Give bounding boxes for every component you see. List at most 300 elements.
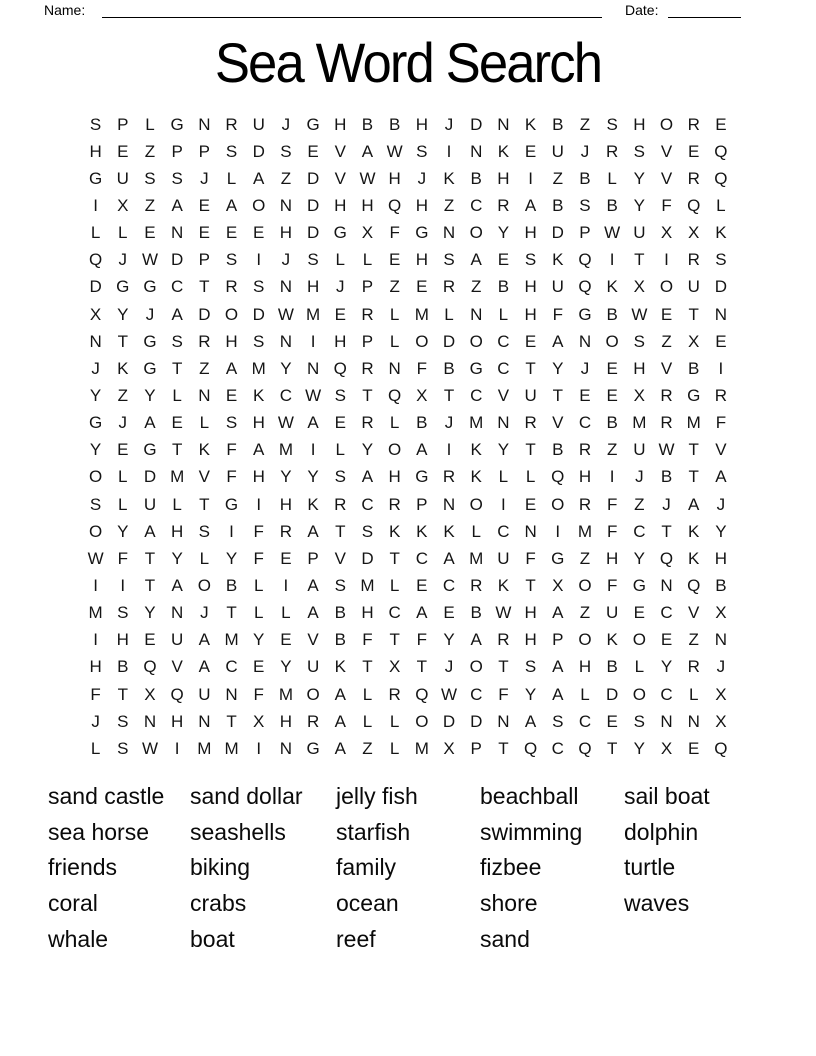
grid-letter: R (497, 195, 510, 215)
grid-letter: B (606, 304, 618, 324)
grid-letter: G (551, 548, 565, 568)
grid-letter: T (525, 575, 536, 595)
grid-letter: H (388, 467, 401, 487)
grid-letter: N (714, 304, 728, 324)
grid-row (82, 301, 735, 328)
grid-letter: N (225, 684, 238, 704)
grid-letter: C (551, 738, 564, 758)
grid-letter: F (253, 521, 264, 541)
grid-letter: F (715, 413, 727, 433)
grid-letter: C (633, 521, 646, 541)
word-list-column (624, 779, 768, 958)
grid-letter: K (688, 521, 700, 541)
grid-letter: E (497, 250, 510, 270)
grid-letter: H (578, 657, 592, 677)
grid-letter: X (715, 684, 727, 704)
grid-letter: U (252, 114, 265, 134)
grid-letter: Z (117, 385, 128, 405)
grid-letter: S (606, 114, 618, 134)
grid-letter: B (715, 575, 727, 595)
grid-letter: R (470, 575, 483, 595)
grid-letter: Q (388, 385, 402, 405)
grid-letter: V (660, 358, 673, 378)
grid-letter: I (718, 358, 724, 378)
grid-letter: J (444, 114, 454, 134)
grid-letter: B (552, 114, 564, 134)
grid-letter: A (225, 358, 238, 378)
grid-letter: N (171, 223, 184, 243)
grid-letter: W (495, 603, 512, 623)
grid-letter: U (171, 630, 184, 650)
grid-letter: H (279, 223, 293, 243)
grid-letter: W (87, 548, 104, 568)
grid-letter: P (361, 331, 374, 351)
grid-letter: A (361, 467, 374, 487)
grid-letter: A (552, 684, 564, 704)
grid-letter: Q (143, 657, 157, 677)
grid-letter: J (281, 250, 291, 270)
grid-letter: T (144, 548, 156, 568)
grid-letter: E (334, 413, 346, 433)
grid-letter: H (633, 358, 646, 378)
grid-letter: X (633, 277, 646, 297)
grid-letter: Y (633, 195, 646, 215)
grid-letter: H (497, 168, 510, 188)
grid-letter: P (198, 250, 211, 270)
grid-letter: Z (661, 331, 672, 351)
grid-letter: U (306, 657, 320, 677)
grid-letter: D (442, 331, 456, 351)
grid-letter: B (416, 413, 428, 433)
grid-letter: B (579, 168, 591, 188)
grid-letter: Y (280, 358, 292, 378)
grid-letter: Z (688, 630, 699, 650)
grid-letter: O (469, 494, 483, 514)
grid-letter: J (145, 304, 155, 324)
word-list-item: waves (624, 890, 690, 917)
grid-letter: J (200, 603, 209, 623)
grid-letter: H (361, 195, 374, 215)
grid-letter: N (279, 738, 293, 758)
grid-letter: H (334, 331, 347, 351)
word-list-item: swimming (480, 818, 583, 845)
grid-letter: L (226, 168, 237, 188)
grid-letter: L (389, 304, 400, 324)
grid-letter: X (715, 711, 727, 731)
grid-letter: Z (606, 440, 618, 460)
grid-letter: S (253, 277, 265, 297)
grid-row (82, 681, 735, 708)
grid-letter: F (416, 630, 428, 650)
grid-letter: I (501, 494, 506, 514)
grid-letter: Q (687, 195, 701, 215)
grid-letter: Y (633, 168, 646, 188)
grid-letter: C (225, 657, 238, 677)
grid-letter: T (226, 711, 237, 731)
grid-letter: T (661, 521, 672, 541)
grid-letter: F (552, 304, 563, 324)
grid-letter: D (306, 195, 320, 215)
grid-letter: S (89, 494, 102, 514)
grid-letter: A (171, 304, 183, 324)
grid-letter: C (388, 603, 401, 623)
grid-letter: W (277, 304, 294, 324)
grid-letter: X (688, 331, 700, 351)
word-list-item: beachball (480, 783, 579, 809)
grid-letter: L (634, 657, 645, 677)
grid-letter: A (552, 331, 564, 351)
grid-letter: H (415, 250, 428, 270)
grid-letter: T (525, 440, 536, 460)
grid-letter: M (469, 548, 484, 568)
grid-letter: L (362, 684, 373, 704)
name-label: Name: (44, 2, 86, 18)
grid-letter: M (278, 684, 293, 704)
grid-letter: L (525, 467, 536, 487)
grid-letter: S (416, 141, 428, 161)
grid-letter: L (362, 250, 373, 270)
grid-letter: A (198, 657, 211, 677)
grid-letter: A (416, 603, 428, 623)
grid-letter: K (497, 141, 510, 161)
grid-letter: S (334, 385, 346, 405)
grid-letter: R (334, 494, 347, 514)
grid-letter: O (306, 684, 320, 704)
grid-letter: S (117, 738, 129, 758)
grid-letter: U (687, 277, 700, 297)
grid-letter: T (117, 331, 128, 351)
word-list-column (190, 779, 336, 958)
grid-letter: D (551, 223, 564, 243)
grid-letter: G (143, 358, 157, 378)
grid-letter: O (578, 630, 592, 650)
grid-letter: S (171, 331, 183, 351)
grid-letter: K (497, 575, 510, 595)
grid-letter: V (307, 630, 319, 650)
grid-letter: T (606, 738, 618, 758)
grid-letter: Q (523, 738, 538, 758)
grid-letter: A (715, 467, 727, 487)
grid-letter: H (524, 304, 537, 324)
grid-letter: R (687, 114, 700, 134)
grid-letter: X (253, 711, 265, 731)
grid-letter: Z (471, 277, 482, 297)
grid-letter: D (252, 304, 265, 324)
grid-letter: S (307, 250, 319, 270)
grid-row (82, 491, 735, 518)
grid-letter: Y (144, 603, 156, 623)
grid-letter: E (524, 141, 537, 161)
grid-letter: M (278, 440, 293, 460)
word-list-item: whale (48, 925, 109, 952)
grid-letter: A (307, 521, 319, 541)
grid-letter: V (552, 413, 564, 433)
grid-letter: D (252, 141, 265, 161)
grid-letter: G (143, 331, 157, 351)
grid-letter: T (688, 467, 699, 487)
grid-letter: E (334, 304, 346, 324)
grid-letter: N (388, 358, 401, 378)
grid-letter: R (714, 385, 728, 405)
grid-letter: I (609, 250, 615, 270)
grid-letter: N (198, 114, 211, 134)
grid-letter: O (252, 195, 266, 215)
grid-letter: B (334, 603, 346, 623)
word-list-item: family (336, 854, 397, 881)
grid-letter: X (715, 603, 727, 623)
grid-letter: G (306, 738, 320, 758)
grid-letter: N (578, 331, 592, 351)
grid-letter: P (307, 548, 319, 568)
grid-letter: V (334, 548, 346, 568)
grid-letter: E (225, 385, 238, 405)
grid-letter: E (144, 630, 156, 650)
grid-letter: H (524, 277, 537, 297)
grid-letter: E (715, 114, 727, 134)
grid-row (82, 274, 735, 301)
grid-letter: R (198, 331, 211, 351)
grid-letter: Z (579, 548, 591, 568)
grid-row (82, 518, 735, 545)
grid-letter: E (715, 331, 727, 351)
grid-letter: U (524, 385, 537, 405)
grid-letter: H (116, 630, 129, 650)
grid-letter: E (388, 250, 401, 270)
grid-letter: N (198, 385, 211, 405)
grid-letter: U (551, 277, 564, 297)
grid-letter: K (470, 467, 482, 487)
grid-letter: H (306, 277, 320, 297)
grid-letter: S (443, 250, 455, 270)
grid-letter: R (306, 711, 320, 731)
grid-letter: M (469, 413, 484, 433)
grid-letter: B (388, 114, 401, 134)
grid-letter: S (334, 575, 346, 595)
grid-letter: O (415, 331, 429, 351)
grid-letter: I (609, 467, 615, 487)
grid-letter: A (307, 413, 319, 433)
grid-letter: D (470, 711, 483, 731)
grid-letter: A (225, 195, 238, 215)
grid-letter: G (88, 413, 103, 433)
grid-letter: L (389, 575, 400, 595)
grid-letter: E (280, 630, 292, 650)
grid-row (82, 572, 735, 599)
grid-letter: I (93, 575, 98, 595)
grid-letter: S (334, 467, 346, 487)
grid-letter: L (253, 603, 264, 623)
grid-letter: F (498, 684, 509, 704)
word-list-item: coral (48, 890, 98, 917)
grid-row (82, 111, 735, 138)
grid-letter: D (143, 467, 157, 487)
grid-letter: F (606, 494, 618, 514)
grid-letter: I (446, 440, 452, 460)
grid-letter: F (606, 521, 618, 541)
grid-letter: T (443, 385, 455, 405)
grid-letter: I (174, 738, 180, 758)
grid-row (82, 220, 735, 247)
grid-letter: N (171, 603, 184, 623)
grid-letter: R (361, 413, 374, 433)
grid-letter: C (470, 385, 483, 405)
grid-letter: J (281, 114, 291, 134)
grid-letter: S (225, 413, 238, 433)
grid-letter: J (580, 141, 590, 161)
grid-letter: Q (659, 548, 674, 568)
grid-letter: K (606, 630, 618, 650)
word-list-item: sand dollar (190, 783, 303, 809)
grid-letter: V (334, 168, 346, 188)
grid-letter: D (89, 277, 102, 297)
grid-letter: L (444, 304, 454, 324)
grid-letter: N (279, 277, 293, 297)
grid-letter: Y (633, 738, 646, 758)
grid-letter: G (415, 223, 429, 243)
grid-letter: T (688, 440, 699, 460)
grid-letter: Q (170, 684, 184, 704)
grid-letter: S (117, 603, 129, 623)
grid-letter: X (388, 657, 401, 677)
grid-letter: N (470, 141, 483, 161)
grid-letter: L (145, 114, 155, 134)
grid-letter: H (279, 494, 293, 514)
grid-letter: E (606, 358, 618, 378)
grid-letter: T (498, 657, 509, 677)
grid-letter: N (497, 114, 510, 134)
grid-letter: I (664, 250, 669, 270)
grid-letter: O (632, 684, 646, 704)
grid-letter: E (660, 630, 673, 650)
grid-letter: B (361, 114, 374, 134)
grid-letter: O (88, 467, 103, 487)
grid-letter: T (226, 603, 237, 623)
grid-letter: T (171, 440, 183, 460)
grid-letter: C (470, 195, 483, 215)
grid-letter: Y (443, 630, 455, 650)
word-list-item: crabs (190, 890, 247, 917)
grid-letter: T (525, 358, 536, 378)
grid-letter: N (687, 711, 700, 731)
grid-letter: H (524, 630, 537, 650)
grid-letter: W (359, 168, 376, 188)
grid-letter: R (225, 277, 238, 297)
grid-letter: R (687, 168, 700, 188)
grid-letter: X (633, 385, 646, 405)
grid-letter: N (89, 331, 102, 351)
grid-letter: E (225, 223, 238, 243)
grid-letter: A (307, 575, 319, 595)
word-list-item: sand (480, 925, 530, 952)
grid-letter: Q (578, 250, 592, 270)
grid-row (82, 708, 735, 735)
grid-letter: I (310, 331, 316, 351)
grid-letter: A (524, 195, 537, 215)
grid-letter: M (577, 521, 593, 541)
grid-letter: C (660, 603, 673, 623)
word-list-item: dolphin (624, 818, 699, 845)
grid-letter: O (469, 223, 483, 243)
grid-letter: N (279, 331, 293, 351)
grid-letter: T (389, 630, 400, 650)
word-list-item: biking (190, 854, 251, 881)
grid-letter: K (606, 277, 618, 297)
grid-letter: C (497, 521, 510, 541)
grid-letter: R (524, 413, 537, 433)
grid-letter: G (224, 494, 239, 514)
grid-letter: J (91, 358, 100, 378)
grid-letter: A (198, 630, 211, 650)
grid-letter: Z (199, 358, 210, 378)
grid-letter: O (605, 331, 619, 351)
grid-letter: A (552, 603, 564, 623)
grid-letter: H (225, 331, 238, 351)
grid-letter: N (143, 711, 157, 731)
grid-letter: A (144, 521, 156, 541)
grid-letter: Q (333, 358, 347, 378)
grid-letter: V (497, 385, 510, 405)
grid-letter: Y (497, 223, 510, 243)
grid-letter: L (389, 738, 400, 758)
grid-letter: T (171, 358, 183, 378)
grid-row (82, 464, 735, 491)
grid-letter: Y (171, 548, 183, 568)
word-list-item: shore (480, 890, 538, 917)
grid-letter: E (117, 141, 129, 161)
grid-letter: A (334, 711, 346, 731)
grid-letter: R (660, 385, 673, 405)
grid-letter: S (171, 168, 183, 188)
grid-letter: V (688, 603, 700, 623)
grid-letter: O (224, 304, 239, 324)
grid-letter: S (633, 141, 646, 161)
grid-letter: R (225, 114, 238, 134)
grid-letter: A (416, 440, 428, 460)
grid-letter: A (443, 548, 455, 568)
grid-letter: U (633, 223, 646, 243)
word-list-item: starfish (336, 818, 411, 845)
grid-letter: P (171, 141, 183, 161)
grid-letter: J (444, 657, 454, 677)
word-list-item: seashells (190, 818, 286, 845)
grid-letter: T (362, 385, 373, 405)
grid-letter: H (388, 168, 401, 188)
grid-letter: K (253, 385, 265, 405)
grid-letter: Y (280, 467, 292, 487)
grid-row (82, 437, 735, 464)
grid-letter: H (633, 114, 646, 134)
grid-row (82, 545, 735, 572)
grid-letter: Z (389, 277, 400, 297)
grid-letter: Q (714, 168, 728, 188)
grid-letter: T (144, 575, 156, 595)
grid-letter: W (604, 223, 621, 243)
grid-letter: C (171, 277, 184, 297)
grid-letter: B (470, 603, 482, 623)
grid-letter: G (306, 114, 320, 134)
grid-letter: A (171, 575, 183, 595)
grid-letter: H (606, 548, 619, 568)
grid-letter: K (334, 657, 346, 677)
grid-letter: J (580, 358, 590, 378)
grid-letter: A (688, 494, 700, 514)
grid-letter: A (144, 413, 156, 433)
grid-letter: H (252, 467, 265, 487)
grid-letter: J (118, 413, 128, 433)
grid-letter: G (469, 358, 483, 378)
grid-letter: A (470, 630, 482, 650)
grid-letter: P (361, 277, 374, 297)
